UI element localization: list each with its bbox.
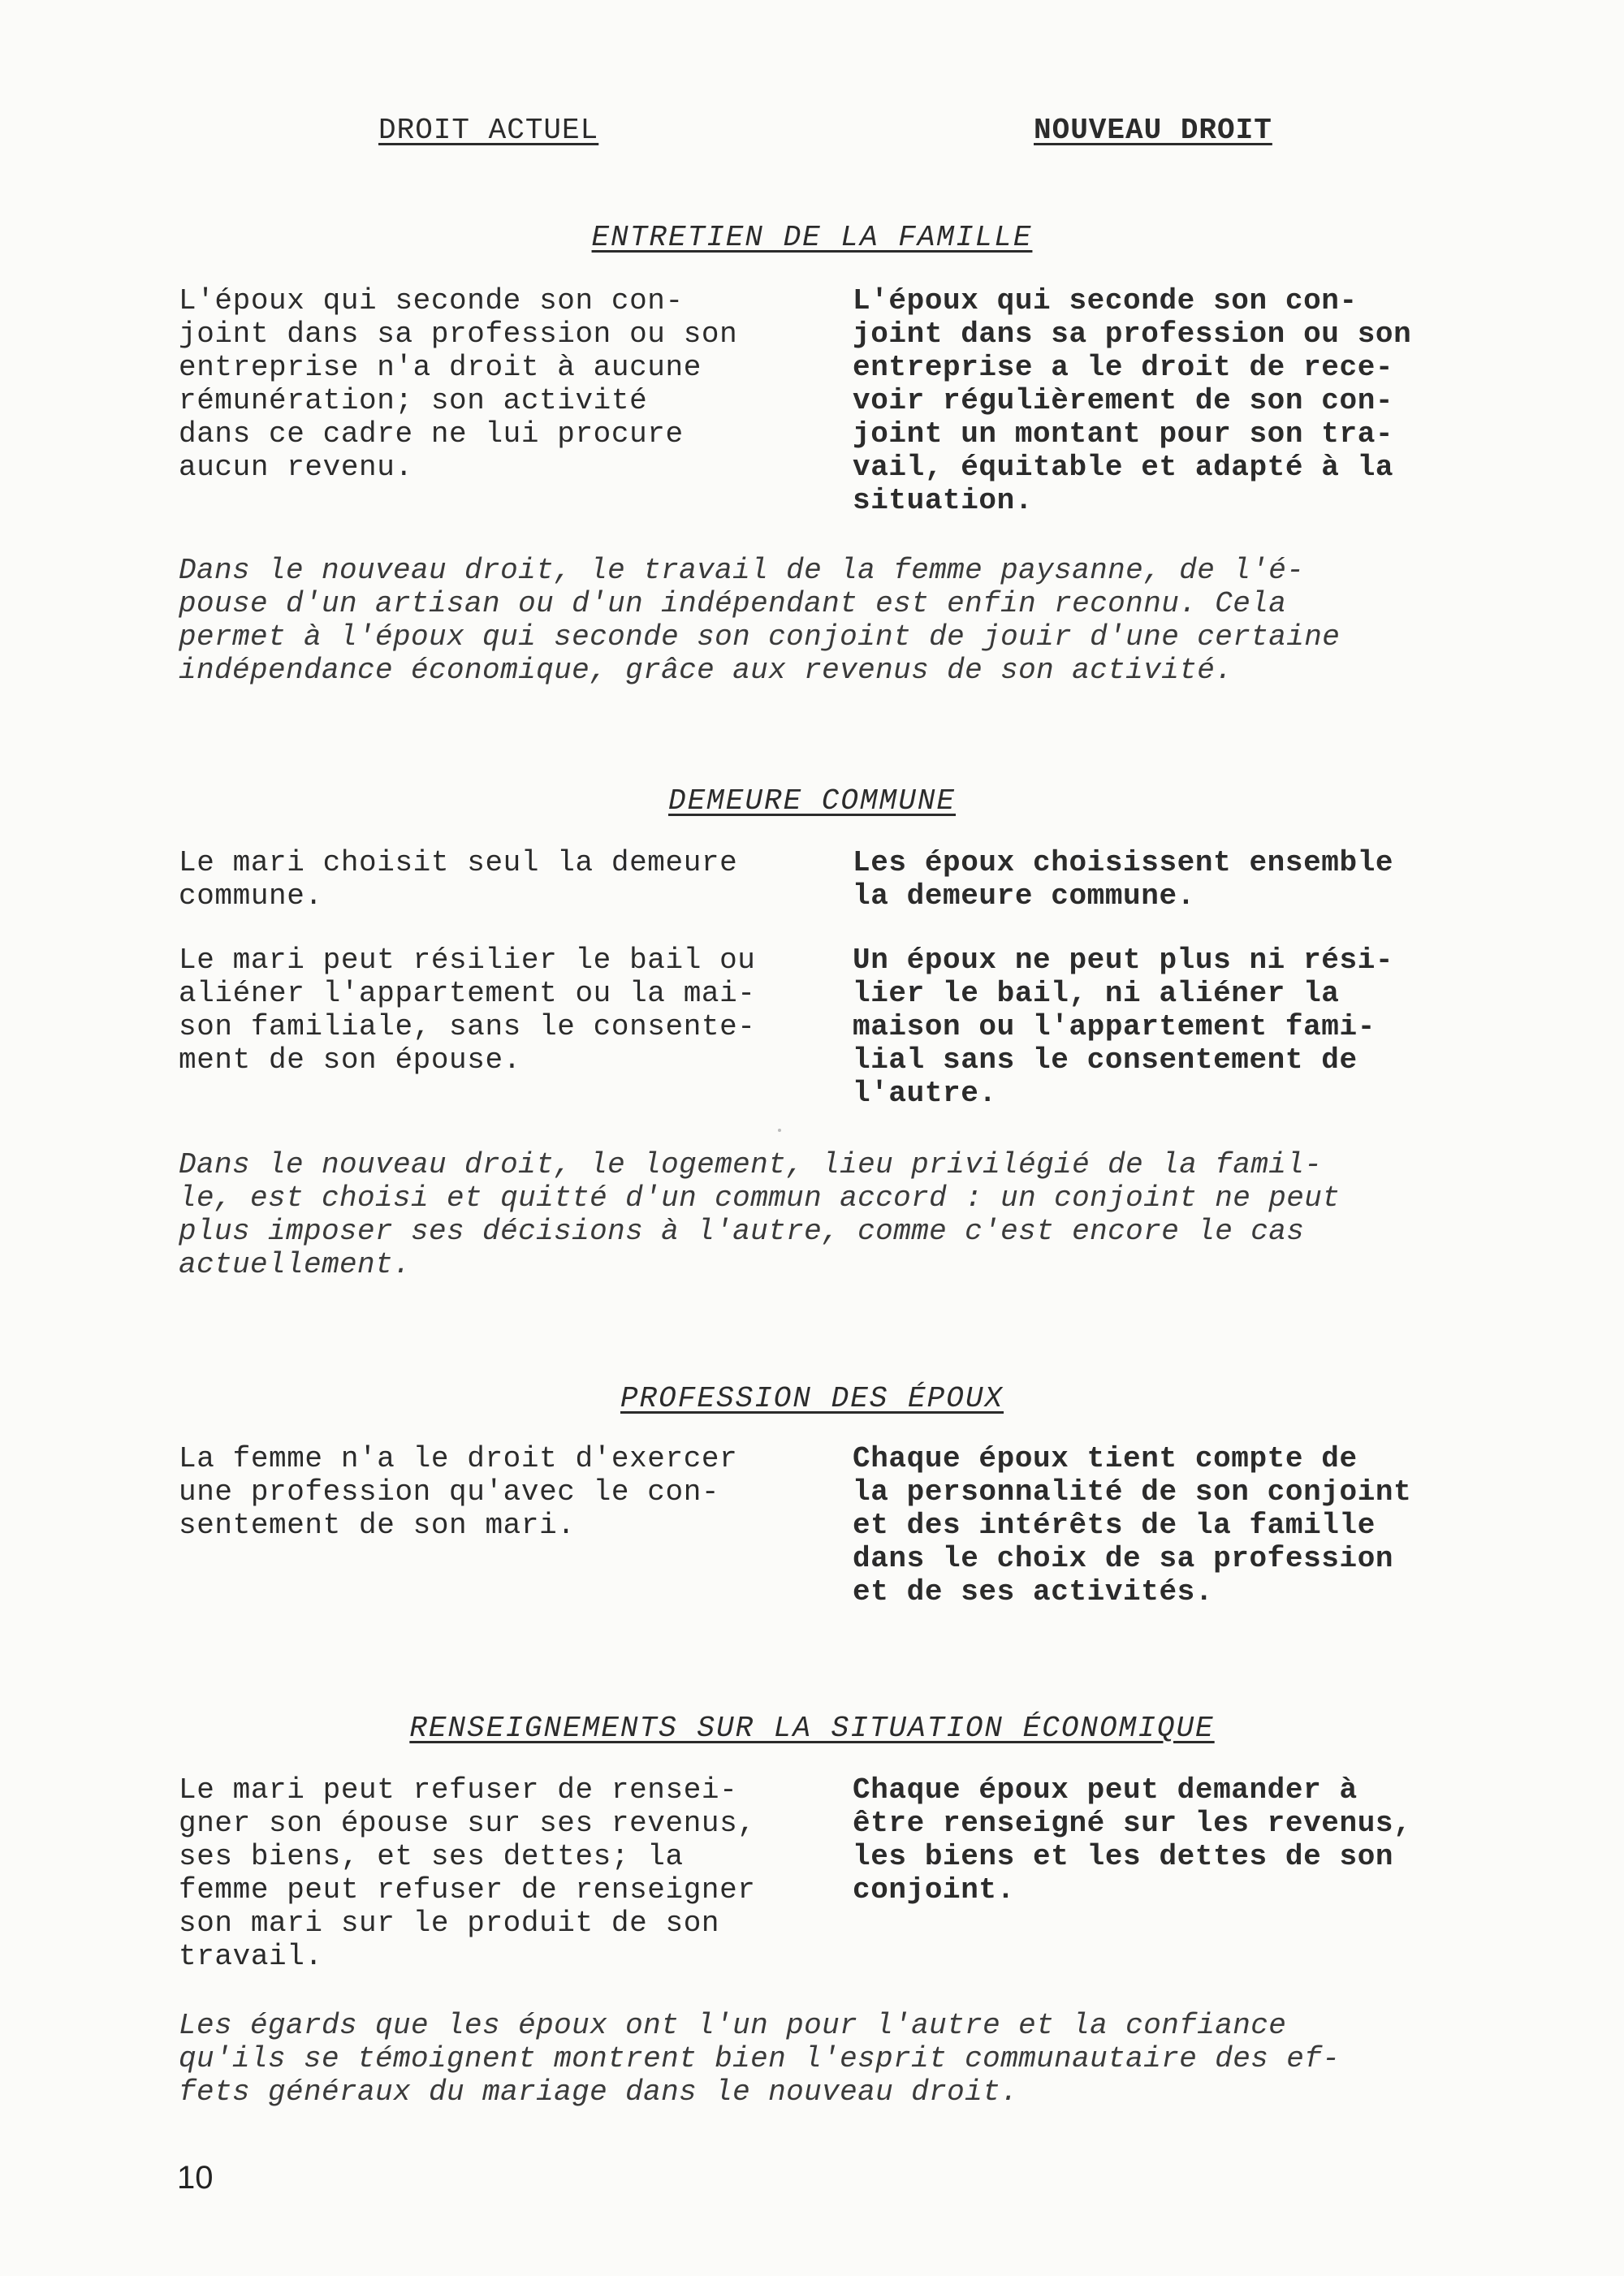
section-commentary: Dans le nouveau droit, le travail de la femme paysanne, de l'é- pouse d'un artisan ou d'un indépendant est enfin reconnu. Cela permet à l'époux qui seconde son conjoint de jouir d'une certaine indépendance économique, grâce aux revenus de son activité.: [179, 554, 1341, 687]
column-headers: [0, 114, 1624, 162]
section-title: ENTRETIEN DE LA FAMILLE: [591, 221, 1033, 254]
column-header-current-law: DROIT ACTUEL: [378, 114, 599, 147]
page-number: 10: [177, 2160, 214, 2196]
section-title: PROFESSION DES ÉPOUX: [620, 1382, 1004, 1415]
section-title: RENSEIGNEMENTS SUR LA SITUATION ÉCONOMIQUE: [409, 1712, 1215, 1745]
new-law-text: Chaque époux peut demander à être renseigné sur les revenus, les biens et les dettes de son conjoint.: [853, 1773, 1412, 1907]
current-law-text: Le mari choisit seul la demeure commune.: [179, 846, 738, 913]
scan-speck: [778, 1129, 781, 1132]
section-commentary: Les égards que les époux ont l'un pour l'autre et la confiance qu'ils se témoignent montrent bien l'esprit communautaire des ef- fets généraux du mariage dans le nouveau droit.: [179, 2009, 1341, 2109]
current-law-text: Le mari peut résilier le bail ou aliéner l'appartement ou la mai- son familiale, sans le consente- ment de son épouse.: [179, 944, 756, 1077]
current-law-text: La femme n'a le droit d'exercer une profession qu'avec le con- sentement de son mari.: [179, 1442, 738, 1542]
section-title: DEMEURE COMMUNE: [667, 784, 957, 818]
section-commentary: Dans le nouveau droit, le logement, lieu privilégié de la famil- le, est choisi et quitté d'un commun accord : un conjoint ne peut plus imposer ses décisions à l'autre, comme c'est encore le cas actuellement.: [179, 1148, 1341, 1281]
current-law-text: Le mari peut refuser de rensei- gner son épouse sur ses revenus, ses biens, et ses dettes; la femme peut refuser de renseigner son mari sur le produit de son travail.: [179, 1773, 756, 1973]
new-law-text: Les époux choisissent ensemble la demeure commune.: [853, 846, 1394, 913]
new-law-text: L'époux qui seconde son con- joint dans sa profession ou son entreprise a le droit de rece- voir régulièrement de son con- joint un montant pour son tra- vail, équitable et adapté à la situation.: [853, 284, 1412, 517]
new-law-text: Un époux ne peut plus ni rési- lier le bail, ni aliéner la maison ou l'appartement fami- lial sans le consentement de l'autre.: [853, 944, 1394, 1110]
current-law-text: L'époux qui seconde son con- joint dans sa profession ou son entreprise n'a droit à aucune rémunération; son activité dans ce cadre ne lui procure aucun revenu.: [179, 284, 738, 484]
column-header-new-law: NOUVEAU DROIT: [1034, 114, 1272, 147]
new-law-text: Chaque époux tient compte de la personnalité de son conjoint et des intérêts de la famille dans le choix de sa profession et de ses activités.: [853, 1442, 1412, 1609]
